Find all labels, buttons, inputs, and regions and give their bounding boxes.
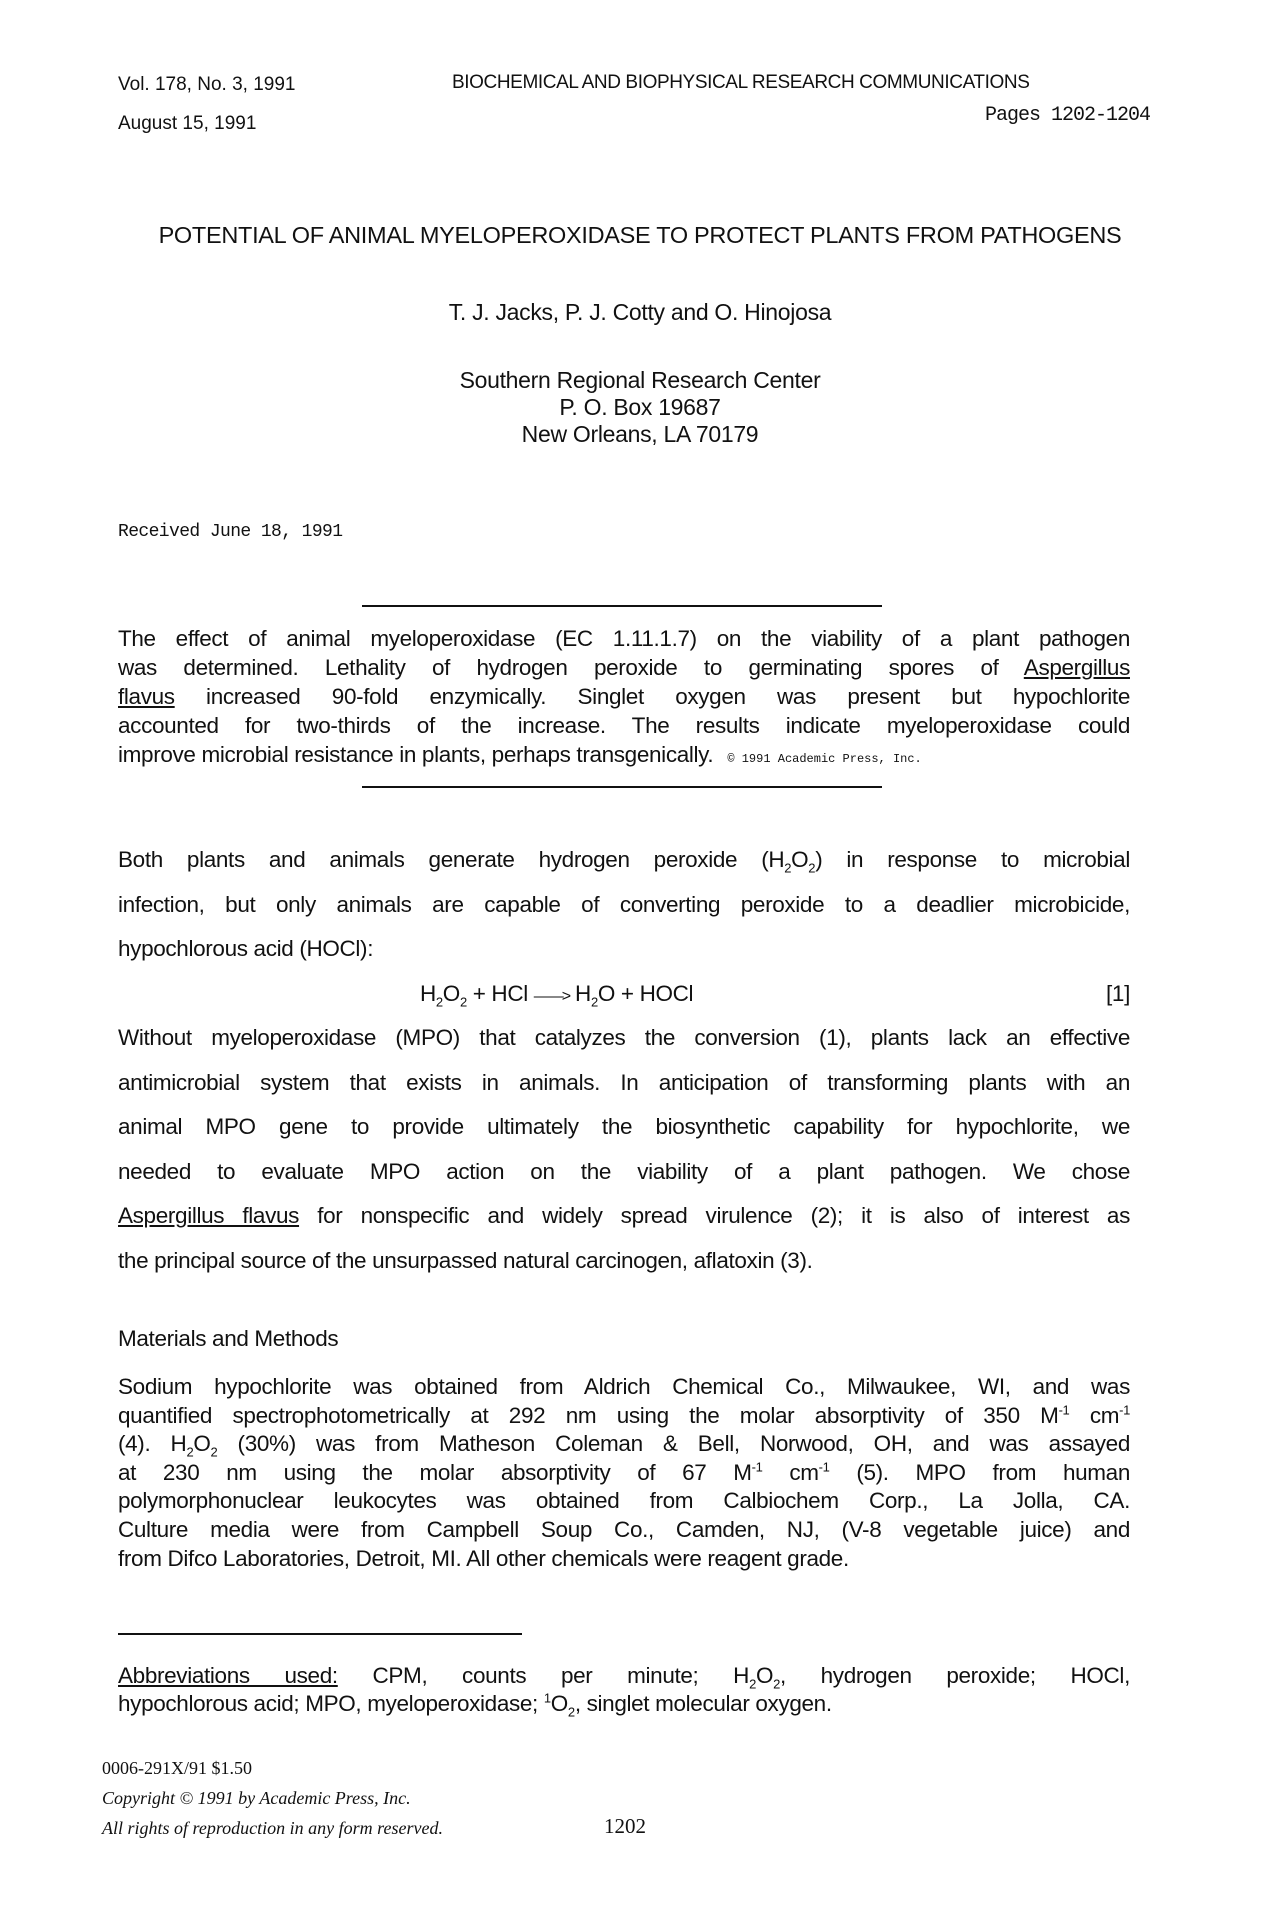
intro-paragraph <box>118 838 1130 972</box>
text-segment: 2 <box>808 860 816 876</box>
text-line <box>118 653 1130 682</box>
text-segment: 2 <box>186 1444 194 1460</box>
text-segment: for nonspecific and widely spread virulence (2); it is also of interest as <box>299 1203 1130 1228</box>
species-name: Abbreviations used: <box>118 1663 338 1688</box>
text-line <box>118 682 1130 711</box>
text-line <box>118 1105 1130 1150</box>
text-segment: needed to evaluate MPO action on the viability of a plant pathogen. We chose <box>118 1158 1130 1184</box>
text-segment: 2 <box>567 1704 575 1720</box>
text-segment: 2 <box>784 860 792 876</box>
species-name: flavus <box>118 684 175 709</box>
text-line <box>118 1239 1130 1284</box>
equation-lhs <box>420 981 534 1010</box>
equation <box>420 972 693 1019</box>
text-line <box>118 1194 1130 1239</box>
text-line <box>118 1516 1130 1545</box>
abbreviations-footnote <box>118 1662 1130 1718</box>
text-line <box>118 1373 1130 1402</box>
text-segment: quantified spectrophotometrically at 292 nm using the molar absorptivity of 350 M <box>118 1402 1059 1428</box>
text-segment: ) in response to microbial <box>815 847 1130 872</box>
page-range: Pages 1202-1204 <box>984 104 1150 127</box>
text-segment: -1 <box>751 1459 763 1475</box>
text-segment: cm <box>1069 1402 1120 1428</box>
text-segment: animal MPO gene to provide ultimately the biosynthetic capability for hypochlorite, we <box>118 1114 1130 1139</box>
text-segment: increased 90-fold enzymically. Singlet oxygen was present but hypochlorite <box>174 684 1130 709</box>
text-line <box>118 1662 1130 1690</box>
text-line <box>118 740 1130 769</box>
text-segment: O <box>791 847 809 872</box>
text-segment: (4). H <box>118 1431 187 1457</box>
journal-name: BIOCHEMICAL AND BIOPHYSICAL RESEARCH COMMUNICATIONS <box>452 72 1030 93</box>
rights-statement: All rights of reproduction in any form reserved. <box>102 1818 443 1838</box>
text-segment: 2 <box>749 1676 756 1692</box>
copyright: Copyright © 1991 by Academic Press, Inc. <box>102 1788 411 1808</box>
text-segment: hypochlorous acid (HOCl): <box>118 936 374 961</box>
text-segment: antimicrobial system that exists in animals. In anticipation of transforming plants with an <box>118 1069 1130 1095</box>
footnote-divider <box>118 1633 522 1635</box>
affiliation-line: Southern Regional Research Center <box>459 367 821 393</box>
text-line <box>118 1430 1130 1459</box>
text-segment: 2 <box>773 1676 781 1692</box>
text-segment: (5). MPO from human <box>829 1459 1130 1485</box>
text-segment: H <box>420 981 436 1006</box>
text-segment: accounted for two-thirds of the increase. The results indicate myeloperoxidase could <box>118 713 1130 738</box>
text-line <box>118 1150 1130 1195</box>
text-segment: 2 <box>210 1444 218 1460</box>
text-line <box>118 1545 1130 1574</box>
equation-number: [1] <box>1106 981 1130 1006</box>
text-segment: hypochlorous acid; MPO, myeloperoxidase; <box>118 1691 544 1716</box>
text-line <box>118 883 1130 928</box>
text-segment: Both plants and animals generate hydrogen peroxide (H <box>118 847 785 872</box>
text-segment: infection, but only animals are capable of converting peroxide to a deadlier microbicide, <box>118 891 1130 917</box>
text-segment: 2 <box>459 994 467 1010</box>
text-segment: -1 <box>1119 1402 1130 1418</box>
divider <box>362 786 882 788</box>
text-segment: from Difco Laboratories, Detroit, MI. All other chemicals were reagent grade. <box>118 1545 849 1571</box>
reaction-arrow: ——> <box>533 988 570 1005</box>
text-segment: O <box>442 981 460 1006</box>
page-number: 1202 <box>604 1814 646 1838</box>
text-segment: polymorphonuclear leukocytes was obtained from Calbiochem Corp., La Jolla, CA. <box>118 1488 1130 1514</box>
text-line <box>118 711 1130 740</box>
equation-rhs <box>569 981 694 1010</box>
text-segment: H <box>569 981 591 1006</box>
species-name: Aspergillus flavus <box>118 1203 300 1228</box>
abstract <box>118 624 1130 769</box>
divider <box>362 605 882 607</box>
text-segment: at 230 nm using the molar absorptivity of 67 M <box>118 1459 752 1485</box>
text-segment: , singlet molecular oxygen. <box>574 1691 832 1716</box>
text-segment: The effect of animal myeloperoxidase (EC 1.11.1.7) on the viability of a plant pathogen <box>118 626 1130 651</box>
text-segment: CPM, counts per minute; H <box>337 1663 750 1688</box>
text-line <box>118 838 1130 883</box>
text-line <box>118 1016 1130 1061</box>
text-segment: was determined. Lethality of hydrogen peroxide to germinating spores of <box>118 655 1024 680</box>
species-name: Aspergillus <box>1023 655 1130 680</box>
text-line <box>118 624 1130 653</box>
text-segment: O <box>193 1431 211 1457</box>
text-segment: (30%) was from Matheson Coleman & Bell, Norwood, OH, and was assayed <box>217 1431 1130 1457</box>
equation-1 <box>118 972 1130 1016</box>
text-segment: cm <box>762 1459 819 1485</box>
article-code: 0006-291X/91 $1.50 <box>102 1758 252 1778</box>
text-line <box>118 1690 1130 1718</box>
text-segment: O <box>755 1663 774 1688</box>
paper-title: POTENTIAL OF ANIMAL MYELOPEROXIDASE TO PROTECT PLANTS FROM PATHOGENS <box>158 222 1122 248</box>
volume-info: Vol. 178, No. 3, 1991 <box>118 74 296 95</box>
text-segment: , hydrogen peroxide; HOCl, <box>780 1663 1130 1688</box>
text-line <box>118 1487 1130 1516</box>
text-segment: Culture media were from Campbell Soup Co., Camden, NJ, (V-8 vegetable juice) and <box>118 1516 1130 1542</box>
methods-paragraph <box>118 1373 1130 1573</box>
text-segment: O + HOCl <box>597 981 694 1006</box>
received-date: Received June 18, 1991 <box>118 522 343 542</box>
text-segment: -1 <box>818 1459 830 1475</box>
text-segment: 2 <box>435 994 443 1010</box>
text-segment: 2 <box>590 994 598 1010</box>
affiliation-line: P. O. Box 19687 <box>559 394 721 420</box>
copyright-notice: © 1991 Academic Press, Inc. <box>727 752 922 766</box>
text-segment: improve microbial resistance in plants, perhaps transgenically. <box>118 742 714 767</box>
section-heading: Materials and Methods <box>118 1326 339 1351</box>
text-segment: the principal source of the unsurpassed natural carcinogen, aflatoxin (3). <box>118 1247 813 1273</box>
text-segment: -1 <box>1058 1402 1070 1418</box>
text-line <box>118 927 1130 972</box>
text-segment: + HCl <box>466 981 534 1006</box>
text-line <box>118 1459 1130 1488</box>
text-line <box>118 1061 1130 1106</box>
intro-paragraph-2 <box>118 1016 1130 1283</box>
issue-date: August 15, 1991 <box>118 113 257 134</box>
text-segment: O <box>550 1691 568 1716</box>
text-line <box>118 1402 1130 1431</box>
text-segment: Sodium hypochlorite was obtained from Aldrich Chemical Co., Milwaukee, WI, and was <box>118 1374 1130 1399</box>
text-segment: 1 <box>543 1690 551 1706</box>
authors: T. J. Jacks, P. J. Cotty and O. Hinojosa <box>448 299 832 325</box>
text-segment: Without myeloperoxidase (MPO) that catalyzes the conversion (1), plants lack an effective <box>118 1025 1130 1050</box>
affiliation-line: New Orleans, LA 70179 <box>521 421 759 447</box>
